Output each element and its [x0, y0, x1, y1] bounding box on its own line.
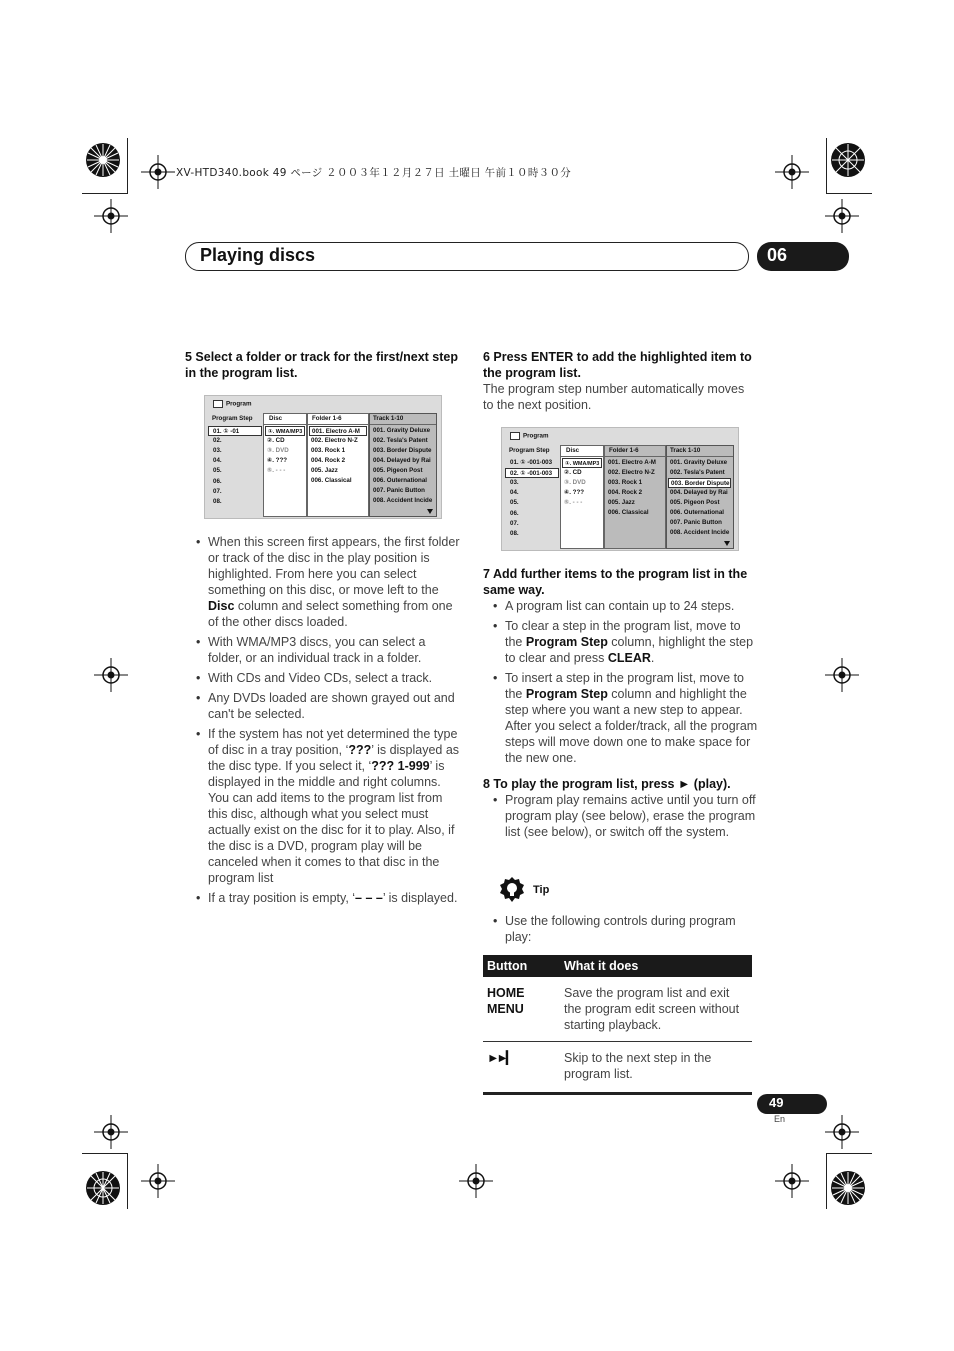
page-language: En: [774, 1114, 786, 1124]
program-step-item[interactable]: 07.: [213, 488, 222, 495]
program-step-item[interactable]: 08.: [213, 498, 222, 505]
list-item: • With WMA/MP3 discs, you can select a folder, or an individual track in a folder.: [196, 634, 461, 666]
table-cell-what: Save the program list and exit the program edit screen without starting playback.: [560, 977, 752, 1042]
folder-item[interactable]: 003. Rock 1: [311, 447, 346, 454]
program-step-item[interactable]: 01. ① -001-003: [510, 459, 553, 466]
program-step-item[interactable]: 08.: [510, 530, 519, 537]
list-item: • To insert a step in the program list, move to the Program Step column and highlight the step where you want a new step to appear. After you select a folder/track, all the program steps will move down one to make space for the new one.: [493, 670, 758, 766]
table-header-row: [483, 955, 752, 977]
table-header-what: What it does: [560, 955, 752, 977]
step5-heading: 5 Select a folder or track for the first/next step in the program list.: [185, 350, 458, 380]
list-item: • To clear a step in the program list, move to the Program Step column, highlight the step to clear and press CLEAR.: [493, 618, 758, 666]
program-step-item[interactable]: 04.: [213, 457, 222, 464]
disc-item[interactable]: ①. WMA/MP3: [562, 458, 602, 468]
track-item[interactable]: 005. Pigeon Post: [373, 467, 423, 474]
track-item[interactable]: 006. Outernational: [373, 477, 427, 484]
scroll-down-icon[interactable]: [427, 509, 433, 514]
track-item[interactable]: 005. Pigeon Post: [670, 499, 720, 506]
program-step-item[interactable]: 06.: [213, 478, 222, 485]
disc-item: ⑤. - - -: [267, 467, 286, 474]
track-item[interactable]: 002. Tesla's Patent: [670, 469, 725, 476]
column-header: Disc: [269, 415, 283, 422]
program-step-item[interactable]: 05.: [510, 499, 519, 506]
disc-item[interactable]: ④. ???: [564, 489, 585, 496]
file-header: XV-HTD340.book 49 ページ ２００３年１２月２７日 土曜日 午前１０時３０分: [176, 167, 572, 179]
scroll-down-icon[interactable]: [724, 541, 730, 546]
header-program-step: Program Step: [212, 415, 253, 422]
crosshair-icon: [825, 199, 859, 233]
crop-line: [82, 193, 128, 194]
table-cell-what: Skip to the next step in the program list.: [560, 1042, 752, 1094]
track-item[interactable]: 006. Outernational: [670, 509, 724, 516]
program-step-item[interactable]: 01. ① -01: [208, 426, 262, 436]
section-title-bar: [185, 242, 749, 271]
list-item: • If a tray position is empty, ‘– – –’ is displayed.: [196, 890, 461, 906]
list-item: • Use the following controls during program play:: [493, 913, 758, 945]
page-title: Playing discs: [200, 245, 316, 265]
list-item: • Any DVDs loaded are shown grayed out and can't be selected.: [196, 690, 461, 722]
program-screen-title: Program: [510, 432, 548, 440]
folder-column: [307, 413, 369, 517]
disc-item: ③. DVD: [564, 479, 586, 486]
table-row: [483, 977, 752, 1042]
program-step-item[interactable]: 07.: [510, 520, 519, 527]
step8-heading: 8 To play the program list, press ► (play).: [483, 777, 731, 791]
track-item[interactable]: 008. Accident Incide: [373, 497, 433, 504]
tip-bullet-list: [493, 913, 758, 949]
crop-line: [826, 138, 827, 194]
step6-heading: 6 Press ENTER to add the highlighted item to the program list.: [483, 350, 752, 380]
program-screen-title: Program: [213, 400, 251, 408]
table-header-button: Button: [483, 955, 560, 977]
step7-bullet-list: [493, 598, 758, 770]
lightbulb-icon: [499, 876, 525, 904]
disc-item[interactable]: ④. ???: [267, 457, 288, 464]
page-number: 49: [757, 1094, 827, 1114]
crosshair-icon: [141, 155, 175, 189]
program-step-item[interactable]: 02.: [213, 437, 222, 444]
step6-text: The program step number automatically moves to the next position.: [483, 382, 745, 412]
crosshair-icon: [459, 1164, 493, 1198]
disc-item[interactable]: ①. WMA/MP3: [265, 426, 305, 436]
program-step-item[interactable]: 02. ① -001-003: [505, 468, 559, 478]
program-step-item[interactable]: 04.: [510, 489, 519, 496]
program-step-item[interactable]: 05.: [213, 467, 222, 474]
program-icon: [510, 432, 520, 440]
crop-line: [127, 1153, 128, 1209]
disc-item[interactable]: ②. CD: [267, 437, 285, 444]
column-header: Track 1-10: [373, 415, 404, 422]
registration-burst-icon: [85, 142, 121, 178]
folder-item[interactable]: 004. Rock 2: [608, 489, 643, 496]
list-item: • Program play remains active until you turn off program play (see below), erase the program list (see below), or switch off the system.: [493, 792, 758, 840]
program-icon: [213, 400, 223, 408]
crop-line: [826, 193, 872, 194]
program-step-item[interactable]: 06.: [510, 510, 519, 517]
folder-column: [604, 445, 666, 549]
column-header: Track 1-10: [670, 447, 701, 454]
program-screen-2: [501, 427, 739, 551]
list-item: • With CDs and Video CDs, select a track.: [196, 670, 461, 686]
folder-item[interactable]: 001. Electro A-M: [309, 426, 367, 436]
crop-line: [82, 1153, 128, 1154]
registration-burst-icon: [830, 142, 866, 178]
crosshair-icon: [141, 1164, 175, 1198]
track-column: [666, 445, 734, 549]
step7-heading: 7 Add further items to the program list in the same way.: [483, 567, 748, 597]
program-screen-1: [204, 395, 442, 519]
skip-next-icon: ►►▎: [483, 1042, 560, 1094]
folder-item[interactable]: 005. Jazz: [311, 467, 338, 474]
track-item[interactable]: 003. Border Dispute: [373, 447, 432, 454]
crosshair-icon: [775, 1164, 809, 1198]
column-header: Disc: [566, 447, 580, 454]
track-item[interactable]: 007. Panic Button: [373, 487, 425, 494]
folder-item[interactable]: 004. Rock 2: [311, 457, 346, 464]
track-item[interactable]: 002. Tesla's Patent: [373, 437, 428, 444]
disc-item: ③. DVD: [267, 447, 289, 454]
folder-item[interactable]: 005. Jazz: [608, 499, 635, 506]
track-item[interactable]: 004. Delayed by Rai: [670, 489, 728, 496]
crosshair-icon: [825, 658, 859, 692]
step5-bullet-list: [196, 534, 461, 910]
crosshair-icon: [94, 1115, 128, 1149]
chapter-badge: 06: [757, 242, 849, 271]
folder-item[interactable]: 003. Rock 1: [608, 479, 643, 486]
table-cell-button: HOME MENU: [483, 977, 560, 1042]
registration-burst-icon: [85, 1170, 121, 1206]
folder-item[interactable]: 001. Electro A-M: [608, 459, 656, 466]
track-item[interactable]: 008. Accident Incide: [670, 529, 730, 536]
header-program-step: Program Step: [509, 447, 550, 454]
column-header: Folder 1-6: [609, 447, 639, 454]
crop-line: [826, 1153, 827, 1209]
program-step-item[interactable]: 03.: [510, 479, 519, 486]
tip-label: Tip: [533, 884, 550, 896]
folder-item[interactable]: 006. Classical: [311, 477, 352, 484]
disc-item[interactable]: ②. CD: [564, 469, 582, 476]
folder-item[interactable]: 006. Classical: [608, 509, 649, 516]
disc-item: ⑤. - - -: [564, 499, 583, 506]
disc-column: [560, 445, 604, 549]
crosshair-icon: [775, 155, 809, 189]
crop-line: [127, 138, 128, 194]
list-item: • If the system has not yet determined the type of disc in a tray position, ‘???’ is displayed as the disc type. If you select it, ‘??? 1-999’ is displayed in the middle and right columns. You can add items to the program list from this disc, although what you select must actually exist on the disc for it to play. Also, if the disc is a DVD, program play will be canceled when it comes to that disc in the program list: [196, 726, 461, 886]
controls-table: [483, 955, 752, 1095]
disc-column: [263, 413, 307, 517]
registration-burst-icon: [830, 1170, 866, 1206]
list-item: • When this screen first appears, the first folder or track of the disc in the play position is highlighted. From here you can select something on this disc, or move left to the Disc column and select something from one of the other discs loaded.: [196, 534, 461, 630]
track-item[interactable]: 004. Delayed by Rai: [373, 457, 431, 464]
track-item[interactable]: 003. Border Dispute: [668, 478, 731, 488]
crop-line: [826, 1153, 872, 1154]
track-item[interactable]: 001. Gravity Deluxe: [373, 427, 431, 434]
track-item[interactable]: 007. Panic Button: [670, 519, 722, 526]
crosshair-icon: [94, 658, 128, 692]
folder-item[interactable]: 002. Electro N-Z: [608, 469, 655, 476]
folder-item[interactable]: 002. Electro N-Z: [311, 437, 358, 444]
table-row: [483, 1042, 752, 1094]
column-header: Folder 1-6: [312, 415, 342, 422]
list-item: • A program list can contain up to 24 steps.: [493, 598, 758, 614]
program-step-item[interactable]: 03.: [213, 447, 222, 454]
crosshair-icon: [94, 199, 128, 233]
track-column: [369, 413, 437, 517]
crosshair-icon: [825, 1115, 859, 1149]
step8-bullet-list: [493, 792, 758, 844]
track-item[interactable]: 001. Gravity Deluxe: [670, 459, 728, 466]
